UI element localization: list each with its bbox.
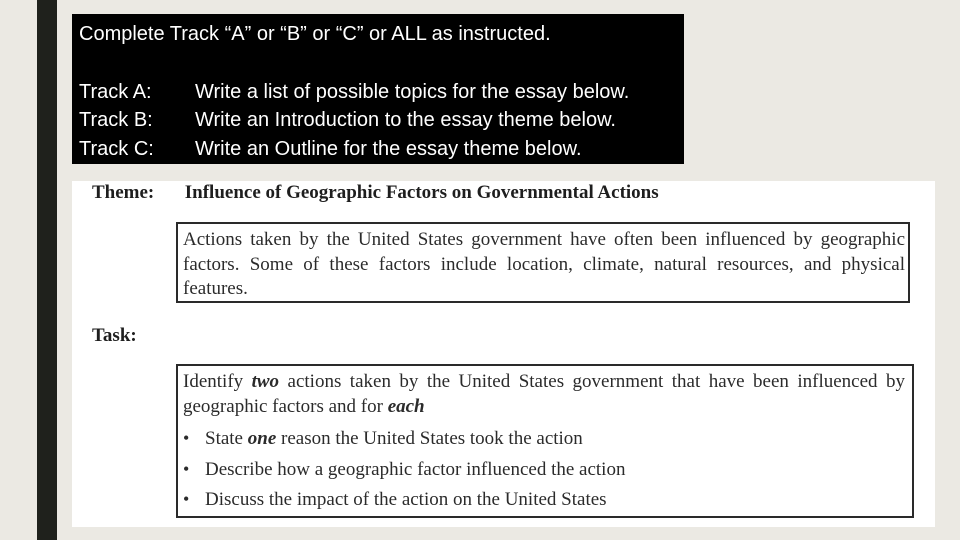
theme-title: Influence of Geographic Factors on Governmental Actions bbox=[184, 182, 659, 203]
bullet-dot-icon: • bbox=[183, 458, 190, 479]
task-intro-emphasis-two: two bbox=[251, 371, 280, 392]
track-b-label: Track B: bbox=[79, 109, 153, 132]
track-b-row bbox=[79, 106, 629, 135]
bullet-dot-icon: • bbox=[183, 428, 190, 448]
task-bullet-item bbox=[183, 455, 905, 486]
instruction-heading: Complete Track “A” or “B” or “C” or ALL as instructed. bbox=[79, 23, 551, 45]
bullet-dot-icon: • bbox=[183, 489, 190, 509]
task-label: Task: bbox=[92, 325, 137, 346]
task-bullet-before: State bbox=[205, 428, 248, 449]
task-bullet-text: Describe how a geographic factor influenced the action bbox=[205, 458, 626, 480]
task-bullet-list bbox=[183, 424, 905, 516]
task-bullet-text bbox=[205, 424, 583, 455]
theme-row bbox=[92, 181, 659, 205]
track-c-row bbox=[79, 135, 629, 164]
slide-accent-bar bbox=[37, 0, 57, 540]
task-bullet-item bbox=[183, 424, 905, 455]
track-a-label: Track A: bbox=[79, 80, 152, 103]
task-bullet-after: reason the United States took the action bbox=[276, 428, 583, 449]
instruction-text-block bbox=[79, 20, 629, 164]
track-c-label: Track C: bbox=[79, 138, 154, 161]
task-intro-middle: actions taken by the United States government that have been influenced by geographic factors and for bbox=[183, 371, 905, 417]
task-bullet-emphasis: one bbox=[247, 428, 277, 449]
background-text: Actions taken by the United States government have often been influenced by geographic factors. Some of these factors include location, climate, natural resources, and physical features. bbox=[183, 229, 905, 299]
instruction-spacer bbox=[79, 49, 629, 78]
task-intro bbox=[183, 370, 905, 419]
track-b-text: Write an Introduction to the essay theme below. bbox=[195, 109, 616, 132]
theme-label: Theme: bbox=[92, 182, 155, 203]
track-a-text: Write a list of possible topics for the essay below. bbox=[195, 80, 630, 103]
track-c-text: Write an Outline for the essay theme below. bbox=[195, 138, 582, 161]
track-a-row bbox=[79, 78, 629, 107]
task-intro-before: Identify bbox=[183, 371, 252, 392]
task-intro-emphasis-each: each bbox=[387, 395, 425, 417]
task-bullet-item bbox=[183, 485, 905, 516]
task-bullet-text: Discuss the impact of the action on the United States bbox=[205, 489, 607, 510]
